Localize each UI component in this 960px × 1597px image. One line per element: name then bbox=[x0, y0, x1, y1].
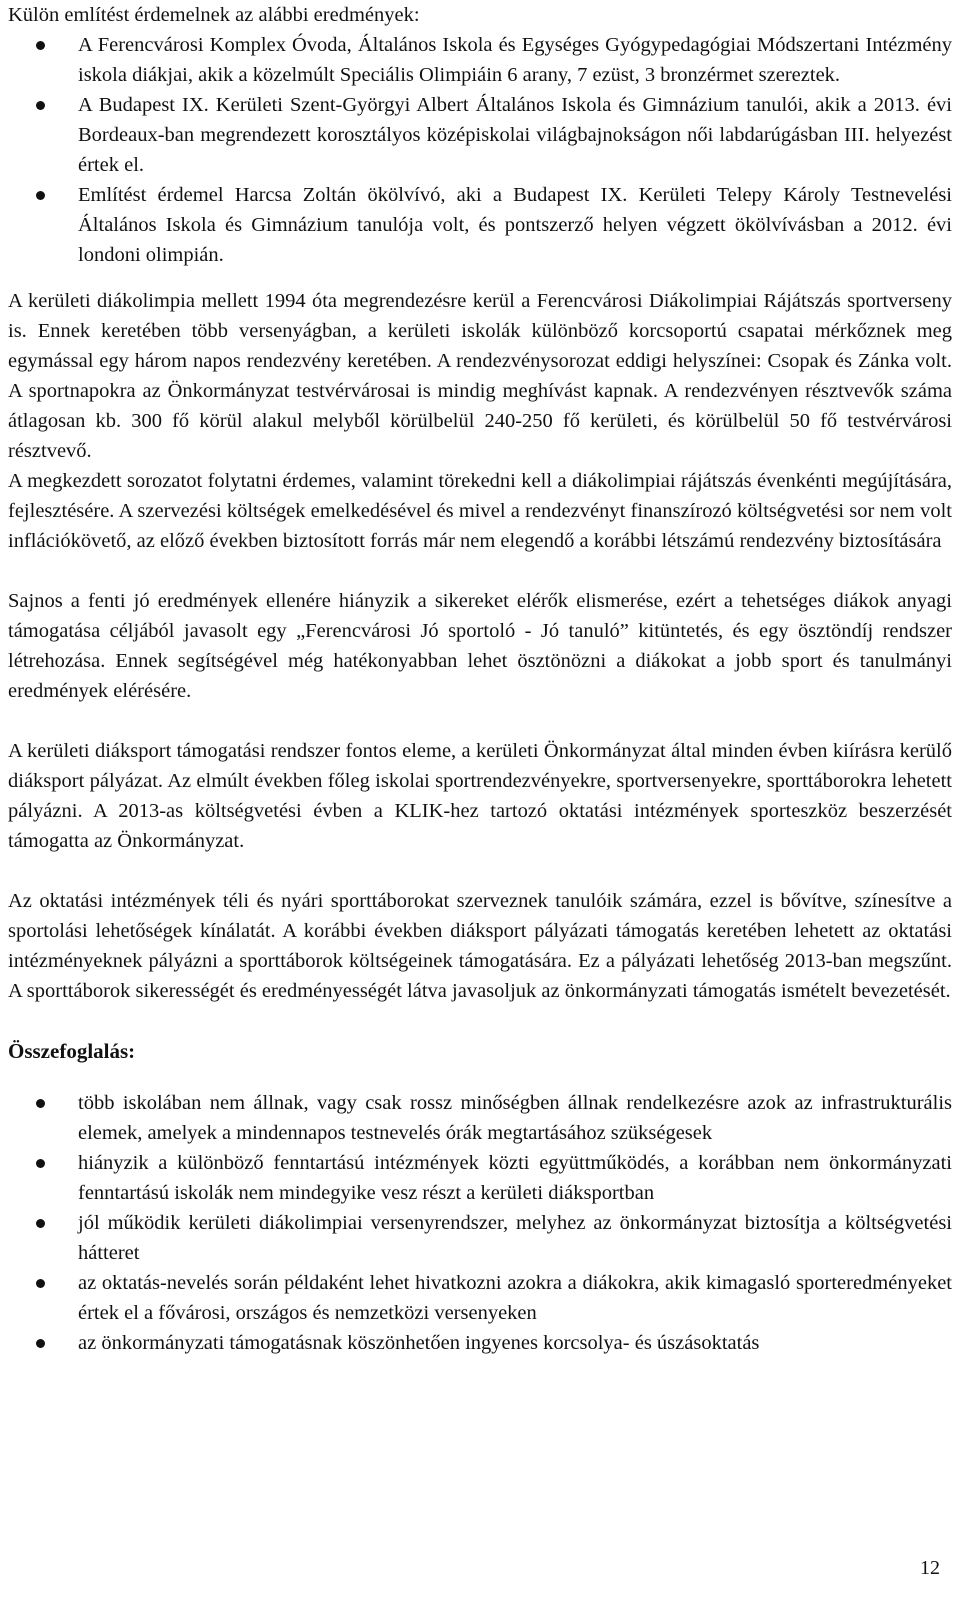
bullet-icon bbox=[36, 1099, 45, 1108]
summary-item bbox=[8, 1268, 952, 1328]
spacer bbox=[8, 270, 952, 286]
summary-text: hiányzik a különböző fenntartású intézmények közti együttműködés, a korábban nem önkormányzati fenntartású iskolák nem mindegyike vesz részt a kerületi diáksportban bbox=[78, 1152, 952, 1204]
spacer bbox=[8, 856, 952, 886]
achievement-item bbox=[8, 90, 952, 180]
achievement-item bbox=[8, 180, 952, 270]
spacer bbox=[8, 556, 952, 586]
spacer bbox=[8, 1006, 952, 1036]
summary-item bbox=[8, 1088, 952, 1148]
summary-text: az önkormányzati támogatásnak köszönhetően ingyenes korcsolya- és úszásoktatás bbox=[78, 1332, 760, 1354]
intro-text: Külön említést érdemelnek az alábbi eredmények: bbox=[8, 4, 420, 26]
paragraph-kituntetes: Sajnos a fenti jó eredmények ellenére hiányzik a sikereket elérők elismerése, ezért a tehetséges diákok anyagi támogatása céljából javasolt egy „Ferencvárosi Jó sportoló - Jó tanuló” kitüntetés, és egy ösztöndíj rendszer létrehozása. Ennek segítségével még hatékonyabban lehet ösztönözni a diákokat a jobb sport és tanulmányi eredmények elérésére. bbox=[8, 590, 952, 702]
paragraph-rajatszas: A megkezdett sorozatot folytatni érdemes, valamint törekedni kell a diákolimpiai rájátszás évenkénti megújítására, fejlesztésére. A szervezési költségek emelkedésével és mivel a rendezvényt finanszírozó költségvetési sor nem volt inflációkövető, az előző években biztosított forrás már nem elegendő a korábbi létszámú rendezvény biztosítására bbox=[8, 470, 952, 552]
document-page bbox=[8, 0, 952, 1358]
summary-list bbox=[8, 1088, 952, 1358]
bullet-icon bbox=[36, 1159, 45, 1168]
page-number: 12 bbox=[920, 1557, 940, 1579]
achievements-list bbox=[8, 30, 952, 270]
summary-heading: Összefoglalás: bbox=[8, 1039, 136, 1063]
bullet-icon bbox=[36, 41, 45, 50]
summary-item bbox=[8, 1328, 952, 1358]
paragraph-diakolimpia: A kerületi diákolimpia mellett 1994 óta megrendezésre kerül a Ferencvárosi Diákolimpiai Rájátszás sportverseny is. Ennek keretében több versenyágban, a kerületi iskolák különböző korcsoportú csapatai mérkőznek meg egymással egy három napos rendezvény keretében. A rendezvénysorozat eddigi helyszínei: Csopak és Zánka volt. A sportnapokra az Önkormányzat testvérvárosai is mindig meghívást kapnak. A rendezvényen résztvevők száma átlagosan kb. 300 fő körül alakul melyből körülbelül 240-250 fő kerületi, és körülbelül 50 fő testvérvárosi résztvevő. bbox=[8, 290, 952, 462]
bullet-icon bbox=[36, 1279, 45, 1288]
bullet-icon bbox=[36, 191, 45, 200]
paragraph-palyazat: A kerületi diáksport támogatási rendszer fontos eleme, a kerületi Önkormányzat által minden évben kiírásra kerülő diáksport pályázat. Az elmúlt években főleg iskolai sportrendezvényekre, sportversenyekre, sporttáborokra lehetett pályázni. A 2013-as költségvetési évben a KLIK-hez tartozó oktatási intézmények sporteszköz beszerzését támogatta az Önkormányzat. bbox=[8, 740, 952, 852]
paragraph-sporttaborok: Az oktatási intézmények téli és nyári sporttáborokat szerveznek tanulóik számára, ezzel is bővítve, színesítve a sportolási lehetőségek kínálatát. A korábbi években diáksport pályázati támogatás keretében lehetett az oktatási intézményeknek pályázni a sporttáborok költségeinek támogatására. Ez a pályázati lehetőség 2013-ban megszűnt. A sporttáborok sikerességét és eredményességét látva javasoljuk az önkormányzati támogatás ismételt bevezetését. bbox=[8, 890, 952, 1002]
summary-item bbox=[8, 1148, 952, 1208]
spacer bbox=[8, 706, 952, 736]
achievement-item bbox=[8, 30, 952, 90]
achievement-text: Említést érdemel Harcsa Zoltán ökölvívó, aki a Budapest IX. Kerületi Telepy Károly Testnevelési Általános Iskola és Gimnázium tanulója volt, és pontszerző helyen végzett ökölvívásban a 2012. évi londoni olimpián. bbox=[78, 184, 952, 266]
summary-text: jól működik kerületi diákolimpiai versenyrendszer, melyhez az önkormányzat biztosítja a költségvetési hátteret bbox=[78, 1212, 952, 1264]
bullet-icon bbox=[36, 1219, 45, 1228]
achievement-text: A Budapest IX. Kerületi Szent-Györgyi Albert Általános Iskola és Gimnázium tanulói, akik a 2013. évi Bordeaux-ban megrendezett korosztályos középiskolai világbajnokságon női labdarúgásban III. helyezést értek el. bbox=[78, 94, 952, 176]
summary-item bbox=[8, 1208, 952, 1268]
achievement-text: A Ferencvárosi Komplex Óvoda, Általános Iskola és Egységes Gyógypedagógiai Módszertani Intézmény iskola diákjai, akik a közelmúlt Speciális Olimpiáin 6 arany, 7 ezüst, 3 bronzérmet szereztek. bbox=[78, 34, 952, 86]
summary-text: több iskolában nem állnak, vagy csak rossz minőségben állnak rendelkezésre azok az infrastrukturális elemek, amelyek a mindennapos testnevelés órák megtartásához szükségesek bbox=[78, 1092, 952, 1144]
spacer bbox=[8, 1066, 952, 1088]
summary-text: az oktatás-nevelés során példaként lehet hivatkozni azokra a diákokra, akik kimagasló sporteredményeket értek el a fővárosi, országos és nemzetközi versenyeken bbox=[78, 1272, 952, 1324]
bullet-icon bbox=[36, 1339, 45, 1348]
bullet-icon bbox=[36, 101, 45, 110]
